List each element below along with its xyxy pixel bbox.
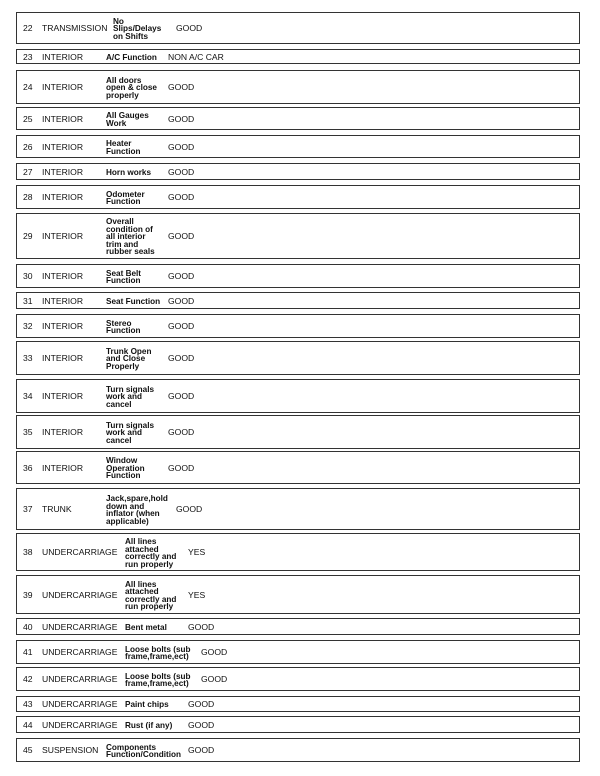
row-result: GOOD [168, 353, 195, 363]
row-item: Bent metal [125, 622, 167, 632]
row-category: UNDERCARRIAGE [42, 621, 118, 632]
row-item: All doors open & close properly [106, 75, 157, 100]
table-row [16, 667, 580, 691]
row-number: 43 [23, 699, 33, 709]
row-result: GOOD [176, 504, 203, 514]
row-result: GOOD [188, 719, 215, 730]
table-row [16, 185, 580, 209]
row-category: UNDERCARRIAGE [42, 547, 118, 557]
row-result: GOOD [168, 391, 195, 401]
row-item: Horn works [106, 167, 152, 177]
table-row [16, 213, 580, 259]
row-category: INTERIOR [42, 51, 84, 62]
table-row [16, 264, 580, 288]
row-category: INTERIOR [42, 82, 84, 92]
table-row [16, 163, 580, 180]
table-row [16, 451, 580, 484]
row-number: 25 [23, 113, 33, 124]
table-row [16, 341, 580, 375]
table-row [16, 575, 580, 614]
row-item: All Gauges Work [106, 111, 149, 128]
row-item: Jack,spare,hold down and inflator (when applicable) [106, 494, 168, 526]
row-category: INTERIOR [42, 427, 84, 437]
row-result: GOOD [168, 82, 195, 92]
table-row [16, 292, 580, 309]
table-row [16, 533, 580, 571]
row-category: UNDERCARRIAGE [42, 647, 118, 657]
row-result: GOOD [188, 699, 215, 709]
row-category: INTERIOR [42, 462, 84, 473]
row-category: INTERIOR [42, 391, 84, 401]
row-category: UNDERCARRIAGE [42, 674, 118, 684]
row-result: YES [188, 547, 206, 557]
row-item: All lines attached correctly and run properly [125, 579, 177, 611]
row-result: GOOD [201, 647, 228, 657]
row-category: INTERIOR [42, 166, 84, 177]
row-category: INTERIOR [42, 295, 84, 306]
row-number: 23 [23, 51, 33, 62]
row-number: 39 [23, 589, 33, 600]
row-item: Stereo Function [106, 318, 141, 335]
table-row [16, 379, 580, 413]
row-result: GOOD [168, 271, 195, 281]
row-number: 22 [23, 23, 33, 33]
row-item: Paint chips [125, 700, 169, 710]
row-result: GOOD [168, 141, 195, 152]
row-number: 38 [23, 547, 33, 557]
row-item: Loose bolts (sub frame,frame,ect) [125, 644, 191, 661]
row-item: Window Operation Function [106, 456, 145, 481]
row-item: Components Function/Condition [106, 742, 182, 759]
row-item: Overall condition of all interior trim and rubber seals [106, 217, 155, 257]
row-number: 37 [23, 504, 33, 514]
row-category: INTERIOR [42, 231, 84, 241]
row-category: UNDERCARRIAGE [42, 589, 118, 600]
row-result: GOOD [168, 427, 195, 437]
row-number: 36 [23, 462, 33, 473]
row-number: 29 [23, 231, 33, 241]
row-number: 35 [23, 427, 33, 437]
row-item: Odometer Function [106, 189, 145, 206]
row-number: 44 [23, 719, 33, 730]
row-result: GOOD [168, 192, 195, 202]
row-item: Heater Function [106, 139, 141, 156]
row-category: UNDERCARRIAGE [42, 699, 118, 709]
row-category: SUSPENSION [42, 745, 99, 755]
row-number: 27 [23, 166, 33, 177]
row-item: Seat Function [106, 296, 161, 306]
row-result: YES [188, 589, 206, 600]
row-number: 31 [23, 295, 33, 306]
row-number: 26 [23, 141, 33, 152]
table-row [16, 618, 580, 635]
row-result: NON A/C CAR [168, 51, 224, 62]
table-row [16, 107, 580, 130]
table-row [16, 49, 580, 64]
row-result: GOOD [168, 113, 195, 124]
table-row [16, 12, 580, 44]
row-result: GOOD [188, 745, 215, 755]
row-result: GOOD [168, 166, 195, 177]
row-category: TRANSMISSION [42, 23, 108, 33]
table-row [16, 696, 580, 712]
row-number: 24 [23, 82, 33, 92]
table-row [16, 716, 580, 733]
row-number: 30 [23, 271, 33, 281]
row-item: Loose bolts (sub frame,frame,ect) [125, 671, 191, 688]
row-item: Turn signals work and cancel [106, 420, 155, 445]
row-category: INTERIOR [42, 141, 84, 152]
row-category: INTERIOR [42, 192, 84, 202]
table-row [16, 314, 580, 338]
row-result: GOOD [168, 295, 195, 306]
table-row [16, 70, 580, 104]
row-number: 33 [23, 353, 33, 363]
table-row [16, 640, 580, 664]
row-category: INTERIOR [42, 271, 84, 281]
row-number: 41 [23, 647, 33, 657]
row-number: 34 [23, 391, 33, 401]
table-row [16, 415, 580, 449]
table-row [16, 135, 580, 158]
row-category: INTERIOR [42, 321, 84, 331]
table-row [16, 738, 580, 762]
row-number: 32 [23, 321, 33, 331]
row-result: GOOD [188, 621, 215, 632]
row-number: 40 [23, 621, 33, 632]
row-result: GOOD [176, 23, 203, 33]
row-item: Trunk Open and Close Properly [106, 346, 152, 371]
table-row [16, 488, 580, 530]
row-category: INTERIOR [42, 353, 84, 363]
row-category: INTERIOR [42, 113, 84, 124]
row-number: 28 [23, 192, 33, 202]
row-item: A/C Function [106, 52, 157, 62]
row-result: GOOD [168, 321, 195, 331]
row-item: No Slips/Delays on Shifts [113, 16, 162, 41]
row-category: UNDERCARRIAGE [42, 719, 118, 730]
row-result: GOOD [201, 674, 228, 684]
row-number: 42 [23, 674, 33, 684]
row-number: 45 [23, 745, 33, 755]
row-result: GOOD [168, 462, 195, 473]
row-item: Turn signals work and cancel [106, 384, 155, 409]
row-item: Rust (if any) [125, 720, 173, 730]
row-result: GOOD [168, 231, 195, 241]
row-item: Seat Belt Function [106, 268, 142, 285]
row-category: TRUNK [42, 504, 72, 514]
row-item: All lines attached correctly and run properly [125, 537, 177, 569]
